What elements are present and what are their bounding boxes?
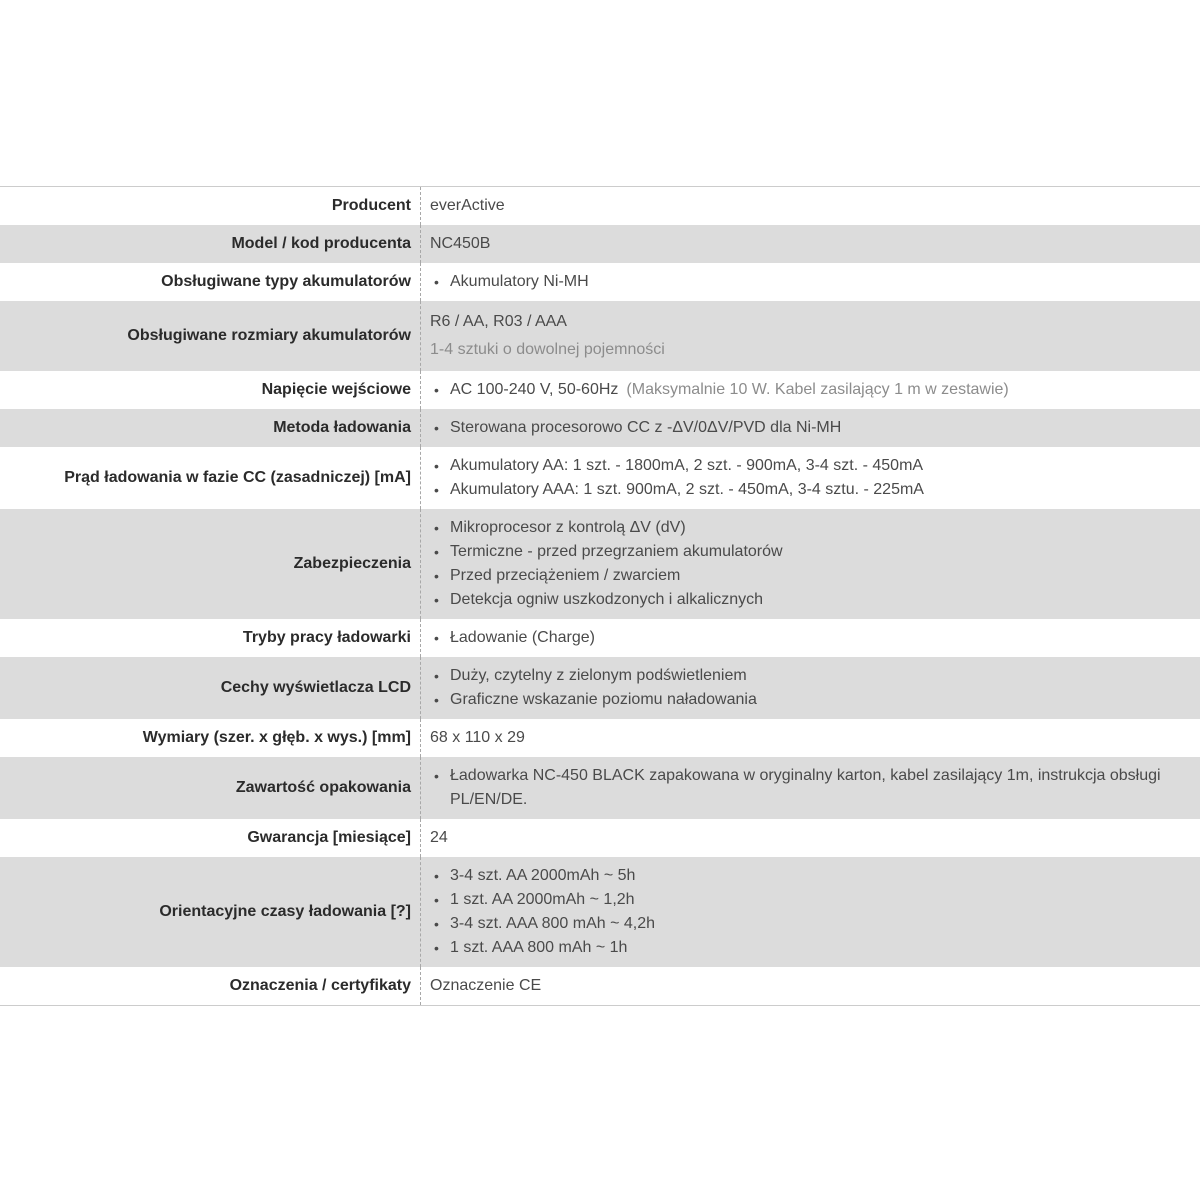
bullet-icon: • bbox=[434, 892, 439, 908]
bullet-icon: • bbox=[434, 630, 439, 646]
spec-row bbox=[0, 225, 1200, 263]
spec-value-secondary: 1-4 sztuki o dowolnej pojemności bbox=[430, 341, 665, 358]
spec-value-text: 1 szt. AAA 800 mAh ~ 1h bbox=[450, 939, 628, 956]
spec-label: Gwarancja [miesiące] bbox=[247, 829, 411, 846]
bullet-icon: • bbox=[434, 482, 439, 498]
spec-line bbox=[430, 540, 1164, 564]
spec-line bbox=[430, 864, 1164, 888]
spec-value bbox=[420, 509, 1200, 619]
spec-value-text: 1 szt. AA 2000mAh ~ 1,2h bbox=[450, 891, 635, 908]
spec-value-text: 3-4 szt. AA 2000mAh ~ 5h bbox=[450, 867, 636, 884]
spec-label: Wymiary (szer. x głęb. x wys.) [mm] bbox=[142, 729, 411, 746]
spec-value bbox=[420, 619, 1200, 657]
spec-value-text: Ładowarka NC-450 BLACK zapakowana w oryginalny karton, kabel zasilający 1m, instrukcja obsługi PL/EN/DE. bbox=[450, 767, 1161, 808]
spec-label: Cechy wyświetlacza LCD bbox=[220, 679, 411, 696]
spec-line bbox=[430, 416, 1164, 440]
spec-value-text: AC 100-240 V, 50-60Hz bbox=[450, 381, 619, 398]
bullet-icon: • bbox=[434, 592, 439, 608]
spec-value-text: Akumulatory AAA: 1 szt. 900mA, 2 szt. - 450mA, 3-4 sztu. - 225mA bbox=[450, 481, 924, 498]
bullet-icon: • bbox=[434, 420, 439, 436]
spec-value-text: everActive bbox=[430, 197, 505, 214]
spec-value bbox=[420, 371, 1200, 409]
spec-line bbox=[430, 454, 1164, 478]
spec-row bbox=[0, 657, 1200, 719]
spec-row bbox=[0, 619, 1200, 657]
product-spec-table bbox=[0, 186, 1200, 1006]
bullet-icon: • bbox=[434, 544, 439, 560]
bullet-icon: • bbox=[434, 768, 439, 784]
spec-row bbox=[0, 301, 1200, 371]
spec-row bbox=[0, 263, 1200, 301]
spec-value bbox=[420, 819, 1200, 857]
spec-line bbox=[430, 478, 1164, 502]
spec-row bbox=[0, 857, 1200, 967]
spec-value-text: Oznaczenie CE bbox=[430, 977, 542, 994]
spec-value bbox=[420, 657, 1200, 719]
spec-label: Oznaczenia / certyfikaty bbox=[229, 977, 411, 994]
spec-value-text: Przed przeciążeniem / zwarciem bbox=[450, 567, 681, 584]
spec-line bbox=[430, 688, 1164, 712]
spec-label: Zabezpieczenia bbox=[293, 555, 411, 572]
spec-row bbox=[0, 509, 1200, 619]
spec-line bbox=[430, 764, 1164, 812]
spec-label: Obsługiwane typy akumulatorów bbox=[161, 273, 411, 290]
spec-value-note: (Maksymalnie 10 W. Kabel zasilający 1 m w zestawie) bbox=[626, 381, 1009, 398]
spec-value-text: Akumulatory AA: 1 szt. - 1800mA, 2 szt. - 900mA, 3-4 szt. - 450mA bbox=[450, 457, 924, 474]
spec-value-text: R6 / AA, R03 / AAA bbox=[430, 313, 567, 330]
spec-row bbox=[0, 447, 1200, 509]
bullet-icon: • bbox=[434, 916, 439, 932]
spec-value bbox=[420, 967, 1200, 1005]
spec-label: Prąd ładowania w fazie CC (zasadniczej) [mA] bbox=[64, 469, 411, 486]
spec-label: Producent bbox=[331, 197, 411, 214]
bullet-icon: • bbox=[434, 458, 439, 474]
spec-line bbox=[430, 974, 1164, 998]
bullet-icon: • bbox=[434, 274, 439, 290]
spec-line bbox=[430, 826, 1164, 850]
bullet-icon: • bbox=[434, 568, 439, 584]
spec-label: Zawartość opakowania bbox=[235, 779, 411, 796]
spec-line bbox=[430, 726, 1164, 750]
spec-line bbox=[430, 564, 1164, 588]
spec-value-text: Akumulatory Ni-MH bbox=[450, 273, 589, 290]
spec-value bbox=[420, 301, 1200, 371]
spec-line bbox=[430, 888, 1164, 912]
spec-value-text: Ładowanie (Charge) bbox=[450, 629, 595, 646]
spec-value-text: Detekcja ogniw uszkodzonych i alkalicznych bbox=[450, 591, 764, 608]
spec-line bbox=[430, 936, 1164, 960]
spec-value bbox=[420, 719, 1200, 757]
spec-label: Napięcie wejściowe bbox=[261, 381, 411, 398]
spec-row bbox=[0, 819, 1200, 857]
spec-line bbox=[430, 588, 1164, 612]
spec-line bbox=[430, 912, 1164, 936]
spec-label: Model / kod producenta bbox=[231, 235, 411, 252]
spec-value bbox=[420, 447, 1200, 509]
spec-line bbox=[430, 378, 1164, 402]
spec-label: Obsługiwane rozmiary akumulatorów bbox=[127, 327, 411, 344]
spec-line bbox=[430, 626, 1164, 650]
spec-value-text: 3-4 szt. AAA 800 mAh ~ 4,2h bbox=[450, 915, 656, 932]
spec-value-text: Graficzne wskazanie poziomu naładowania bbox=[450, 691, 757, 708]
spec-value bbox=[420, 409, 1200, 447]
spec-value-text: Termiczne - przed przegrzaniem akumulatorów bbox=[450, 543, 783, 560]
spec-value bbox=[420, 225, 1200, 263]
spec-line bbox=[430, 270, 1164, 294]
spec-line bbox=[430, 664, 1164, 688]
spec-value bbox=[420, 263, 1200, 301]
spec-row bbox=[0, 371, 1200, 409]
spec-value bbox=[420, 857, 1200, 967]
bullet-icon: • bbox=[434, 692, 439, 708]
spec-value-text: Duży, czytelny z zielonym podświetleniem bbox=[450, 667, 747, 684]
spec-value bbox=[420, 187, 1200, 225]
spec-row bbox=[0, 967, 1200, 1005]
bullet-icon: • bbox=[434, 382, 439, 398]
spec-row bbox=[0, 187, 1200, 225]
bullet-icon: • bbox=[434, 868, 439, 884]
spec-row bbox=[0, 409, 1200, 447]
spec-line bbox=[430, 308, 1164, 336]
spec-value-text: Sterowana procesorowo CC z -ΔV/0ΔV/PVD dla Ni-MH bbox=[450, 419, 842, 436]
spec-label: Metoda ładowania bbox=[273, 419, 411, 436]
spec-line bbox=[430, 336, 1164, 364]
bullet-icon: • bbox=[434, 520, 439, 536]
bullet-icon: • bbox=[434, 940, 439, 956]
spec-label: Orientacyjne czasy ładowania [?] bbox=[159, 903, 411, 920]
spec-value-text: Mikroprocesor z kontrolą ΔV (dV) bbox=[450, 519, 686, 536]
spec-line bbox=[430, 232, 1164, 256]
spec-value-text: 68 x 110 x 29 bbox=[430, 729, 525, 746]
spec-row bbox=[0, 719, 1200, 757]
spec-label: Tryby pracy ładowarki bbox=[242, 629, 411, 646]
bullet-icon: • bbox=[434, 668, 439, 684]
spec-row bbox=[0, 757, 1200, 819]
spec-line bbox=[430, 516, 1164, 540]
spec-value bbox=[420, 757, 1200, 819]
spec-value-text: 24 bbox=[430, 829, 448, 846]
spec-line bbox=[430, 194, 1164, 218]
spec-value-text: NC450B bbox=[430, 235, 491, 252]
